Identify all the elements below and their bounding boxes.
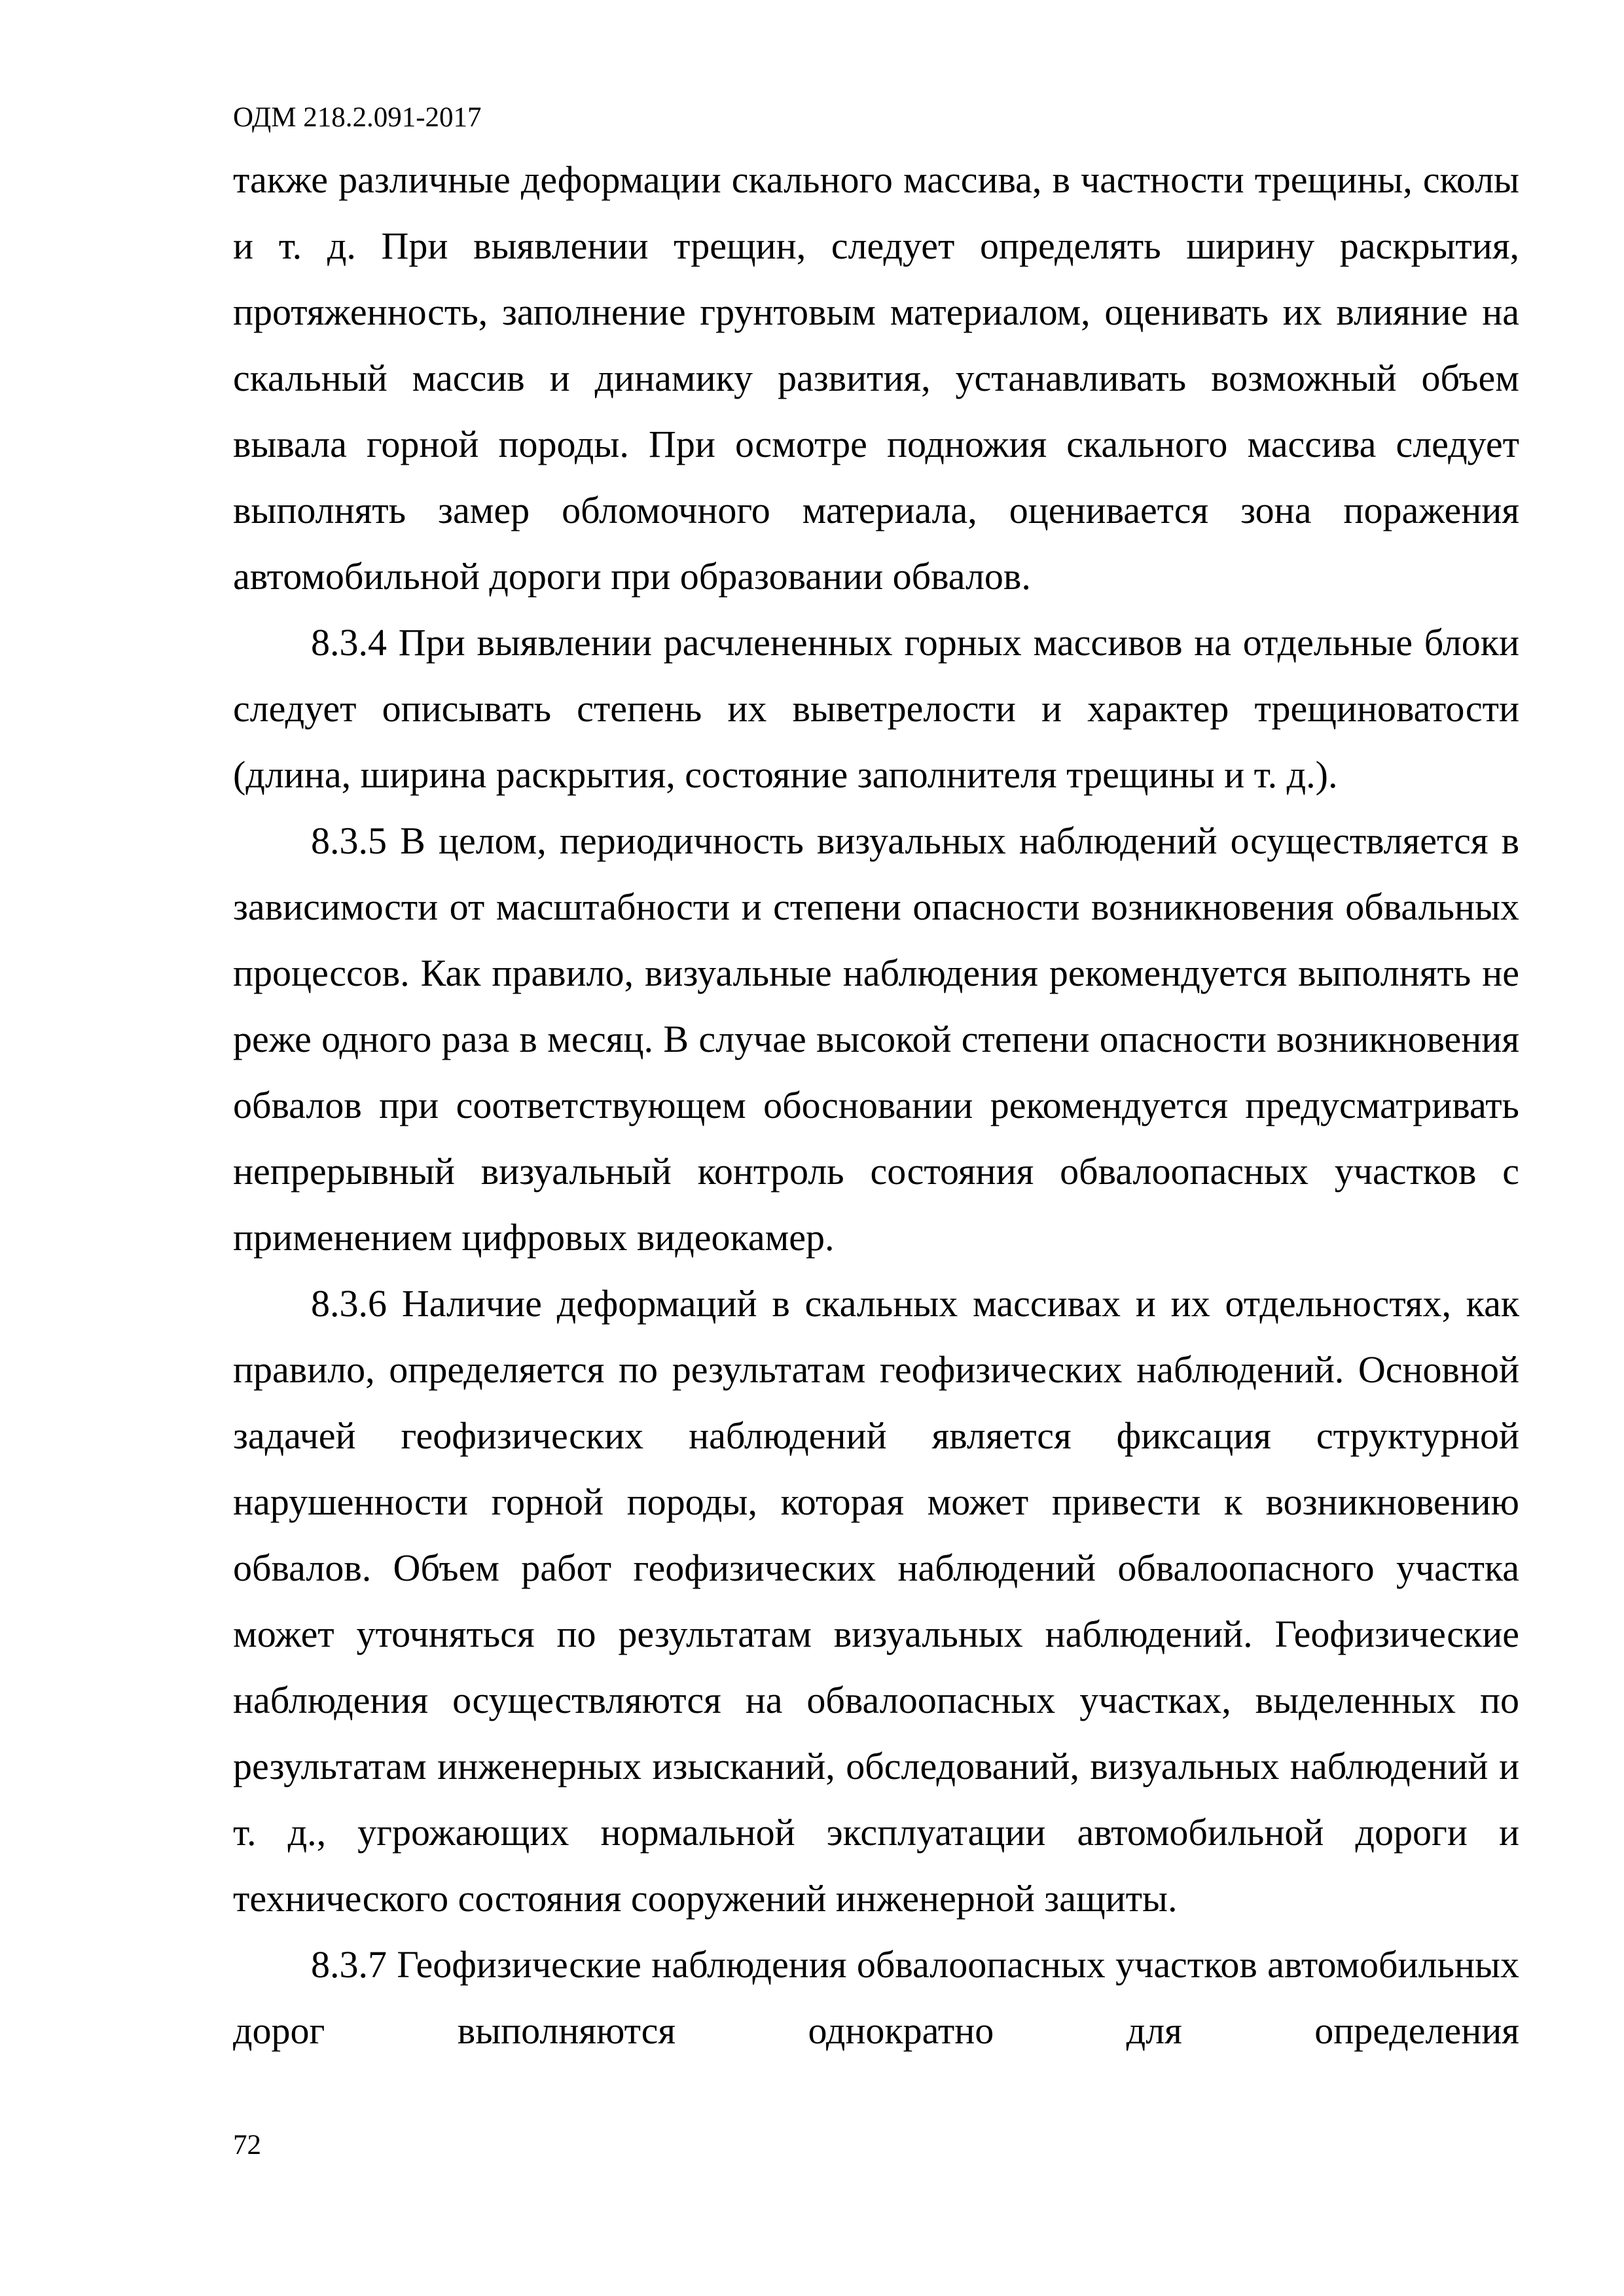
paragraph-text: Геофизические наблюдения обвалоопасных участков автомобильных дорог выполняются однократно для определения [233,1943,1519,2052]
paragraph-text: также различные деформации скального массива, в частности трещины, сколы и т. д. При выявлении трещин, следует определять ширину раскрытия, протяженность, заполнение грунтовым материалом, оценивать их влияние на скальный массив и динамику развития, устанавливать возможный объем вывала горной породы. При осмотре подножия скального массива следует выполнять замер обломочного материала, оценивается зона поражения автомобильной дороги при образовании обвалов. [233,158,1519,598]
clause-number: 8.3.7 [311,1943,387,1986]
body-text [233,147,1519,2064]
clause-number: 8.3.6 [311,1282,387,1325]
paragraph-continuation [233,147,1519,609]
paragraph-8-3-4 [233,609,1519,808]
paragraph-8-3-6 [233,1270,1519,1931]
clause-number: 8.3.5 [311,819,387,862]
paragraph-text: При выявлении расчлененных горных массивов на отдельные блоки следует описывать степень их выветрелости и характер трещиноватости (длина, ширина раскрытия, состояние заполнителя трещины и т. д.). [233,621,1520,796]
clause-number: 8.3.4 [311,621,387,664]
document-code-header: ОДМ 218.2.091-2017 [233,102,482,133]
page-number: 72 [233,2130,261,2161]
paragraph-8-3-5 [233,808,1519,1270]
paragraph-text: В целом, периодичность визуальных наблюдений осуществляется в зависимости от масштабности и степени опасности возникновения обвальных процессов. Как правило, визуальные наблюдения рекомендуется выполнять не реже одного раза в месяц. В случае высокой степени опасности возникновения обвалов при соответствующем обосновании рекомендуется предусматривать непрерывный визуальный контроль состояния обвалоопасных участков с применением цифровых видеокамер. [233,819,1520,1259]
paragraph-8-3-7 [233,1931,1519,2064]
paragraph-text: Наличие деформаций в скальных массивах и их отдельностях, как правило, определяется по результатам геофизических наблюдений. Основной задачей геофизических наблюдений является фиксация структурной нарушенности горной породы, которая может привести к возникновению обвалов. Объем работ геофизических наблюдений обвалоопасного участка может уточняться по результатам визуальных наблюдений. Геофизические наблюдения осуществляются на обвалоопасных участках, выделенных по результатам инженерных изысканий, обследований, визуальных наблюдений и т. д., угрожающих нормальной эксплуатации автомобильной дороги и технического состояния сооружений инженерной защиты. [233,1282,1519,1920]
